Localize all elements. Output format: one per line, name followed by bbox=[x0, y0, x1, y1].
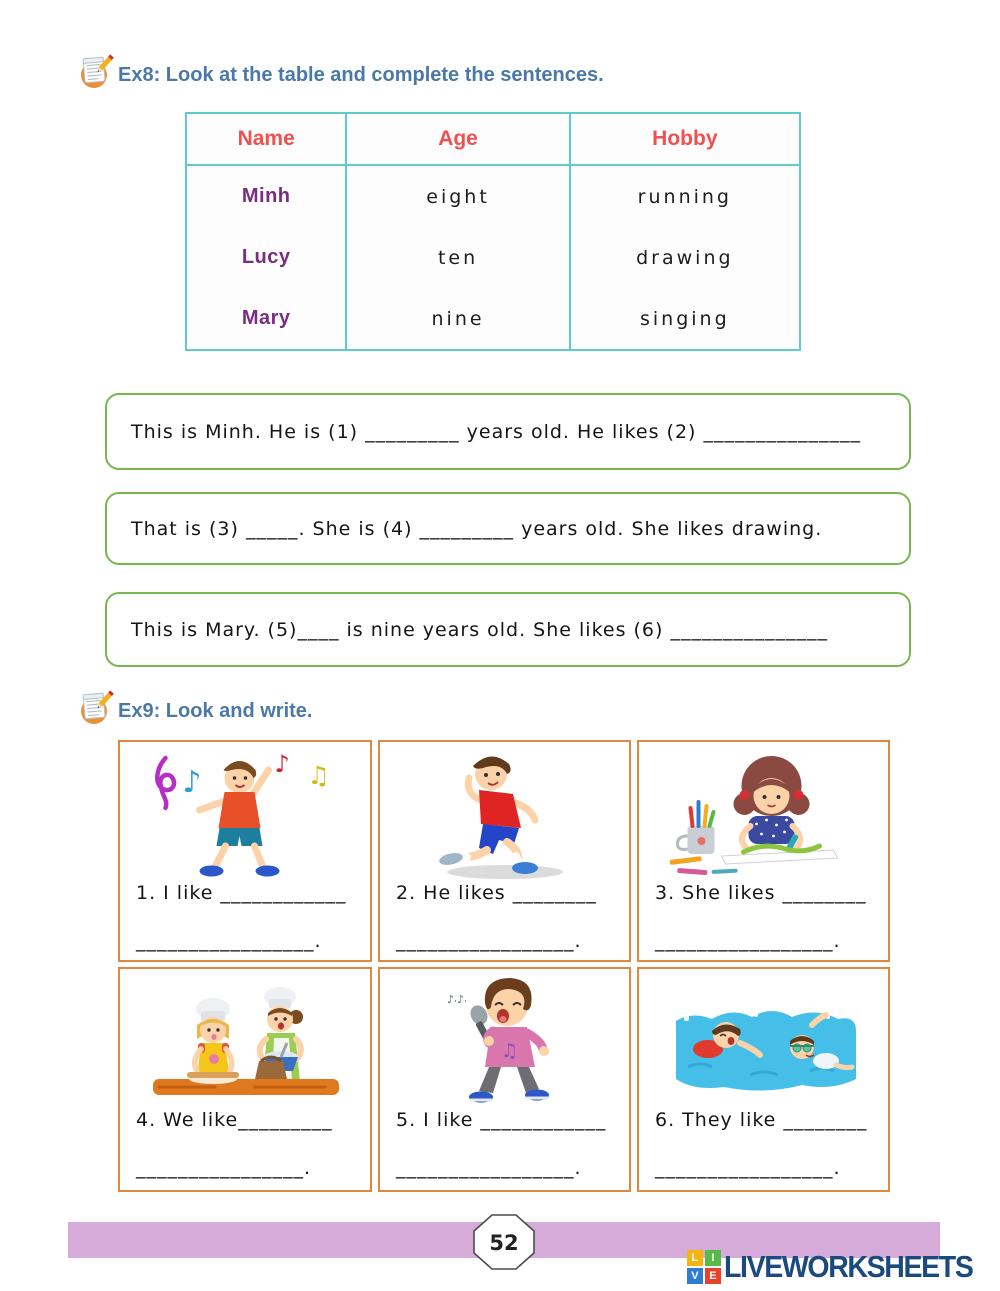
liveworksheets-logo bbox=[687, 1249, 994, 1285]
cell-3-line-1: 3. She likes ________ bbox=[655, 882, 867, 904]
exercise-cell-1[interactable] bbox=[118, 740, 372, 962]
logo-square-v: V bbox=[687, 1268, 703, 1284]
sentence-text-2: That is (3) _____. She is (4) _________ years old. She likes drawing. bbox=[131, 517, 823, 540]
logo-square-i: I bbox=[705, 1250, 721, 1266]
cell-6-line-1: 6. They like ________ bbox=[655, 1109, 868, 1131]
svg-text:♫: ♫ bbox=[307, 761, 330, 790]
table-cell-age: ten bbox=[346, 227, 569, 288]
drawing-girl-illustration bbox=[651, 746, 876, 887]
music-boy-illustration bbox=[128, 746, 363, 885]
table-cell-age: nine bbox=[346, 288, 569, 350]
swimming-kids-illustration bbox=[654, 979, 874, 1108]
cell-1-line-1: 1. I like ____________ bbox=[136, 882, 347, 904]
sentence-text-3: This is Mary. (5)____ is nine years old. She likes (6) _______________ bbox=[131, 618, 828, 641]
exercise-cell-6[interactable] bbox=[637, 967, 890, 1192]
sentence-text-1: This is Minh. He is (1) _________ years old. He likes (2) _______________ bbox=[131, 420, 861, 443]
ex8-heading-label: Ex8: Look at the table and complete the sentences. bbox=[118, 63, 604, 86]
cooking-kids-illustration bbox=[135, 983, 355, 1112]
table-cell-hobby: running bbox=[570, 165, 800, 227]
table-header-age: Age bbox=[346, 113, 569, 165]
cell-2-line-2: _________________. bbox=[396, 930, 582, 952]
page-number: 52 bbox=[489, 1231, 519, 1255]
sentence-box-1[interactable] bbox=[105, 393, 911, 470]
exercise-cell-4[interactable] bbox=[118, 967, 372, 1192]
table-header-hobby: Hobby bbox=[570, 113, 800, 165]
page-number-badge bbox=[472, 1213, 536, 1275]
ex9-heading-label: Ex9: Look and write. bbox=[118, 699, 313, 722]
svg-text:♫: ♫ bbox=[500, 1040, 518, 1062]
svg-text:♪⸳♪⸳: ♪⸳♪⸳ bbox=[446, 993, 467, 1006]
notepad-pencil-icon bbox=[76, 689, 114, 733]
table-row bbox=[186, 227, 800, 288]
exercise-cell-5[interactable] bbox=[378, 967, 631, 1192]
exercise-cell-3[interactable] bbox=[637, 740, 890, 962]
table-header-name: Name bbox=[186, 113, 346, 165]
cell-5-line-2: _________________. bbox=[396, 1157, 582, 1179]
logo-text: LIVEWORKSHEETS bbox=[723, 1249, 973, 1284]
running-boy-illustration bbox=[395, 744, 615, 885]
logo-square-e: E bbox=[705, 1268, 721, 1284]
cell-1-line-2: _________________. bbox=[136, 930, 322, 952]
svg-text:♪: ♪ bbox=[274, 750, 290, 778]
logo-squares-icon bbox=[687, 1250, 721, 1284]
table-cell-name: Minh bbox=[186, 165, 346, 227]
table-row bbox=[186, 288, 800, 350]
ex9-heading bbox=[76, 689, 312, 733]
table-cell-age: eight bbox=[346, 165, 569, 227]
singing-boy-illustration bbox=[395, 971, 615, 1112]
cell-4-line-2: ________________. bbox=[136, 1157, 312, 1179]
ex8-heading bbox=[76, 53, 604, 97]
cell-2-line-1: 2. He likes ________ bbox=[396, 882, 597, 904]
table-cell-name: Mary bbox=[186, 288, 346, 350]
exercise-cell-2[interactable] bbox=[378, 740, 631, 962]
hobby-table bbox=[185, 112, 801, 351]
table-cell-name: Lucy bbox=[186, 227, 346, 288]
table-header-row bbox=[186, 113, 800, 165]
cell-5-line-1: 5. I like ____________ bbox=[396, 1109, 607, 1131]
notepad-pencil-icon bbox=[76, 53, 114, 97]
cell-3-line-2: _________________. bbox=[655, 930, 841, 952]
cell-6-line-2: _________________. bbox=[655, 1157, 841, 1179]
svg-text:♪: ♪ bbox=[182, 765, 202, 800]
sentence-box-3[interactable] bbox=[105, 592, 911, 667]
sentence-box-2[interactable] bbox=[105, 492, 911, 565]
table-row bbox=[186, 165, 800, 227]
table-cell-hobby: singing bbox=[570, 288, 800, 350]
logo-square-l: L bbox=[687, 1250, 703, 1266]
table-cell-hobby: drawing bbox=[570, 227, 800, 288]
cell-4-line-1: 4. We like_________ bbox=[136, 1109, 333, 1131]
